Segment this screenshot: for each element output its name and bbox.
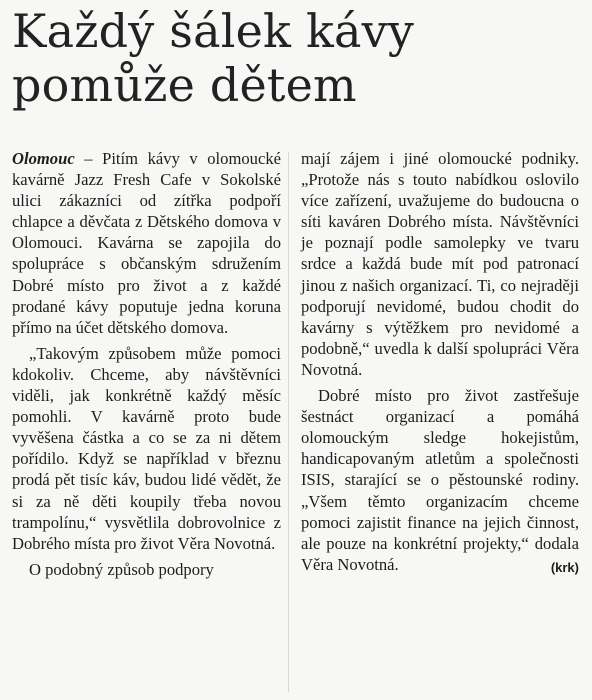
headline-line-2: pomůže dětem	[12, 58, 357, 112]
paragraph-text: – Pitím kávy v olomoucké kavárně Jazz Fresh Cafe v Sokolské ulici zákazníci od zítřka podpoří chlapce a děvčata z Dětského domova v Olomouci. Kavárna se zapojila do spolupráce s občanským sdružením Dobré místo pro život a z každé prodané kávy poputuje jedna koruna přímo na účet dětského domova.	[12, 149, 281, 337]
paragraph-text: Dobré místo pro život zastřešuje šestnáct organizací a pomáhá olomouckým sledge hokejistům, handicapovaným atletům a společnosti ISIS, starající se o pěstounské rodiny. „Všem těmto organizacím chceme pomoci zajistit finance na jejich činnost, ale pouze na konkrétní projekty,“ dodala Věra Novotná.	[301, 386, 579, 574]
article-column-right	[301, 148, 579, 578]
dateline: Olomouc	[12, 149, 75, 168]
article-headline	[12, 4, 582, 112]
article-paragraph	[301, 385, 579, 575]
article-paragraph: O podobný způsob podpory	[29, 559, 214, 579]
article-paragraph: mají zájem i jiné olomoucké podniky. „Protože nás s touto nabídkou oslovilo více zařízení, uvažujeme do budoucna o síti kaváren Dobrého místa. Návštěvníci je poznají podle samolepky ve tvaru srdce a každá bude mít pod patronací jinou z našich organizací. Ti, co nejraději podporují nevidomé, budou chodit do kavárny s výtěžkem pro nevidomé a podobně,“ uvedla k další spolupráci Věra Novotná.	[301, 149, 579, 379]
article-paragraph: „Takovým způsobem může pomoci kdokoliv. Chceme, aby návštěvníci viděli, jak konkrétně každý měsíc pomohli. V kavárně proto bude vyvěšena částka a co se za ni dětem pořídilo. Když se například v březnu prodá pět tisíc káv, budou lidé vědět, že si za ně děti koupily třeba novou trampolínu,“ vysvětlila dobrovolnice z Dobrého místa pro život Věra Novotná.	[12, 343, 281, 553]
author-signature: (krk)	[550, 559, 579, 575]
article-paragraph	[12, 148, 281, 338]
article-column-left	[12, 148, 281, 580]
headline-line-1: Každý šálek kávy	[12, 4, 415, 58]
column-divider	[288, 152, 289, 692]
